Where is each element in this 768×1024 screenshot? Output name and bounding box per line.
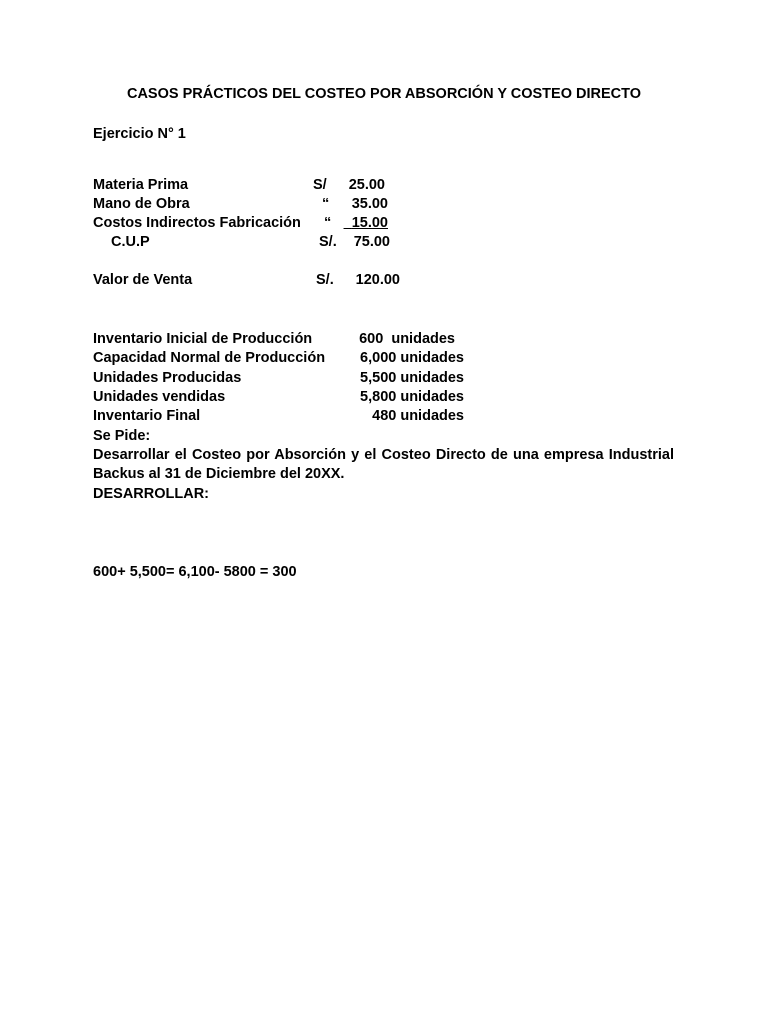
- inventory-label: Capacidad Normal de Producción: [93, 350, 326, 366]
- cost-currency: “: [322, 196, 330, 212]
- cost-amount: 75.00: [353, 234, 390, 250]
- inventory-label: Unidades Producidas: [93, 370, 242, 386]
- cost-label: Mano de Obra: [93, 196, 190, 212]
- cost-currency: S/.: [319, 234, 337, 250]
- cost-label: Costos Indirectos Fabricación: [93, 215, 301, 231]
- cost-currency: S/: [313, 177, 327, 193]
- document-title: CASOS PRÁCTICOS DEL COSTEO POR ABSORCIÓN Y COSTEO DIRECTO: [126, 86, 641, 102]
- inventory-value: 480 unidades: [372, 408, 464, 424]
- inventory-value: 6,000 unidades: [360, 350, 464, 366]
- cost-amount: 35.00: [351, 196, 388, 212]
- sale-currency: S/.: [316, 272, 334, 288]
- task-paragraph: Desarrollar el Costeo por Absorción y el Costeo Directo de una empresa Industrial Backus al 31 de Diciembre del 20XX.: [93, 447, 674, 482]
- inventory-label: Inventario Inicial de Producción: [93, 331, 313, 347]
- inventory-label: Unidades vendidas: [93, 389, 226, 405]
- sale-amount: 120.00: [355, 272, 400, 288]
- sale-label: Valor de Venta: [93, 272, 193, 288]
- cost-label: Materia Prima: [93, 177, 189, 193]
- equation-line: 600+ 5,500= 6,100- 5800 = 300: [93, 564, 297, 580]
- inventory-value: 5,800 unidades: [360, 389, 464, 405]
- cost-currency: “: [324, 215, 332, 231]
- inventory-label: Inventario Final: [93, 408, 201, 424]
- se-pide-label: Se Pide:: [93, 428, 151, 444]
- cost-label: C.U.P: [111, 234, 150, 250]
- desarrollar-label: DESARROLLAR:: [93, 486, 209, 502]
- cost-amount: 15.00: [351, 215, 388, 231]
- inventory-value: 5,500 unidades: [360, 370, 464, 386]
- inventory-value: 600 unidades: [359, 331, 455, 347]
- exercise-heading: Ejercicio N° 1: [93, 126, 186, 142]
- cost-amount: 25.00: [348, 177, 385, 193]
